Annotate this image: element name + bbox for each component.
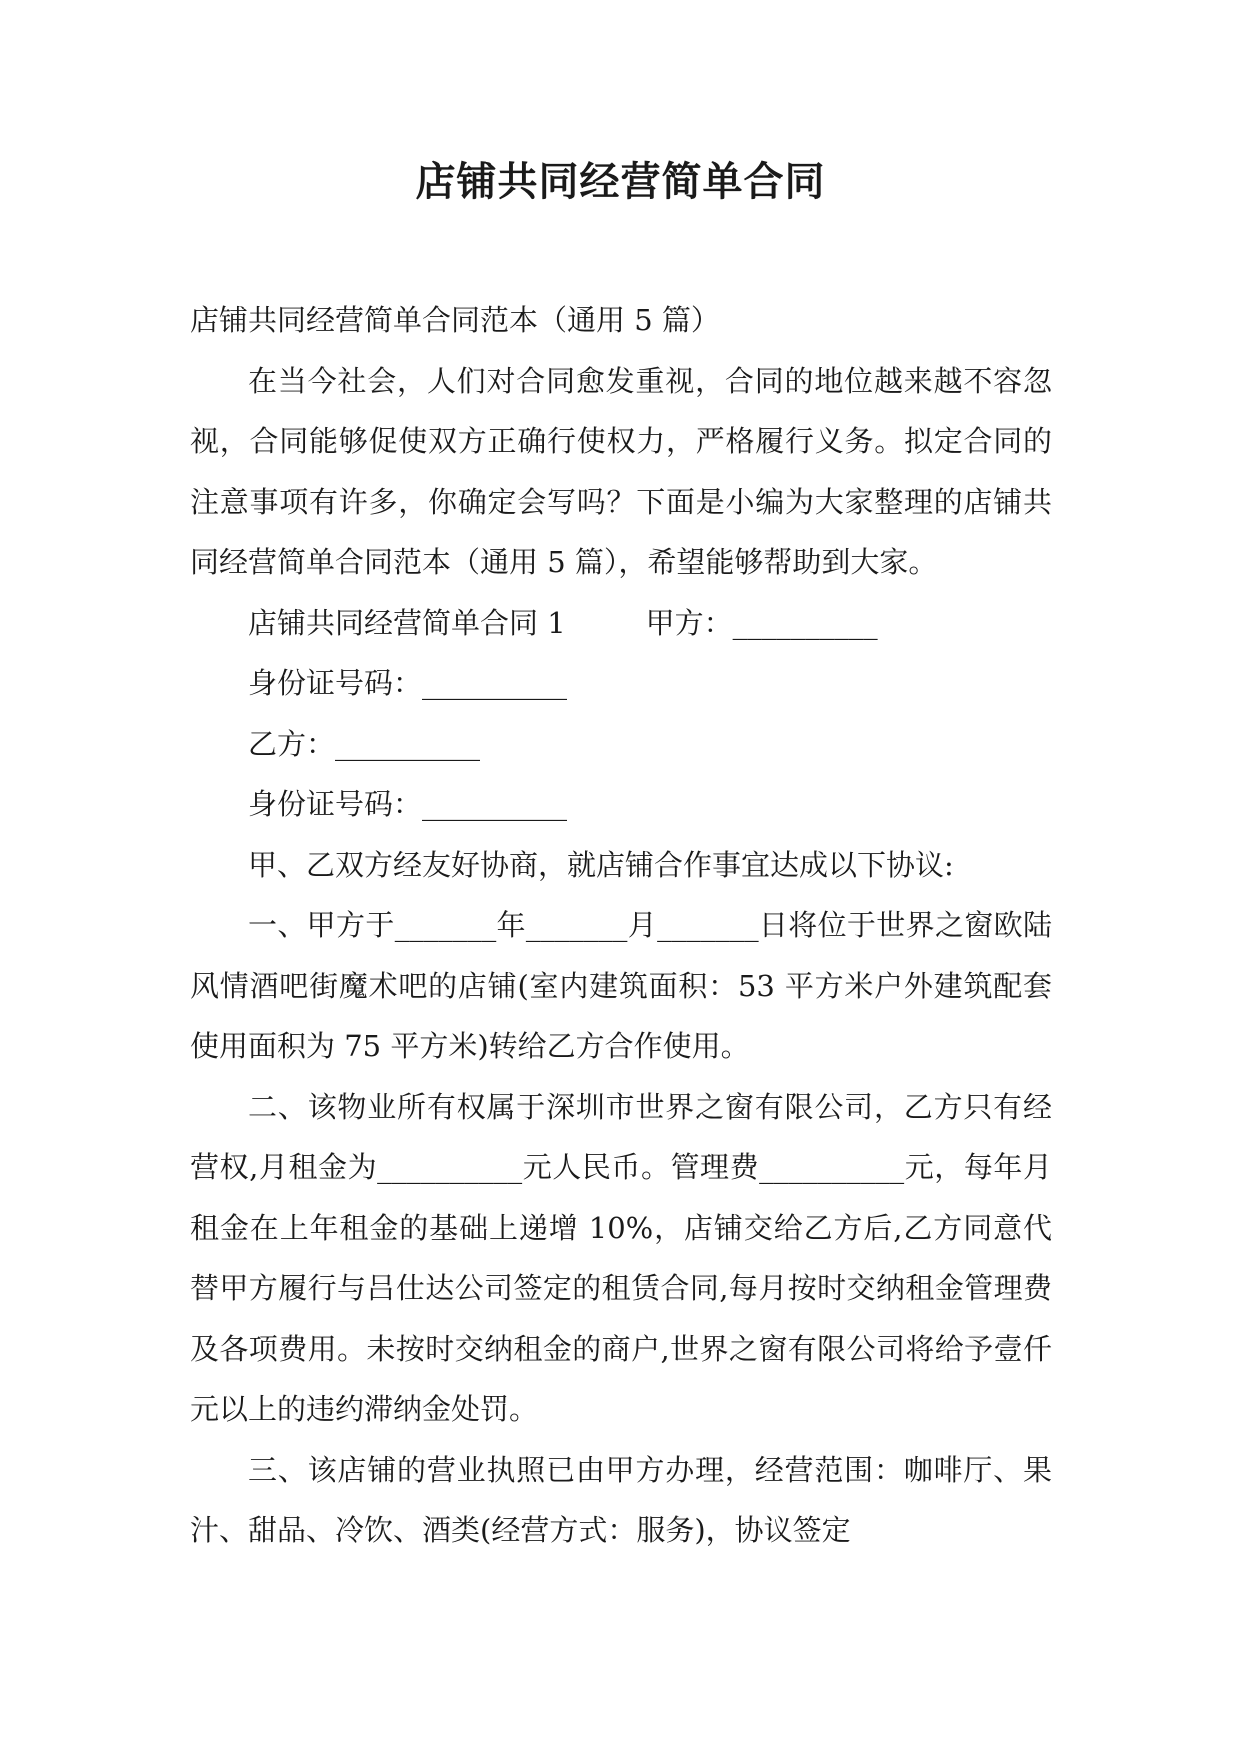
id-b-line: 身份证号码：__________: [248, 787, 568, 821]
contract-heading: 店铺共同经营简单合同 1: [248, 605, 566, 640]
document-body: [190, 290, 1052, 1561]
agreement-intro: 甲、乙双方经友好协商，就店铺合作事宜达成以下协议:: [248, 847, 954, 882]
intro-paragraph: 在当今社会，人们对合同愈发重视，合同的地位越来越不容忽视，合同能够促使双方正确行使权力，严格履行义务。拟定合同的注意事项有许多，你确定会写吗？下面是小编为大家整理的店铺共同经营简单合同范本（通用 5 篇），希望能够帮助到大家。: [190, 363, 1052, 579]
contract-heading-line: [190, 593, 1052, 654]
document-title: 店铺共同经营简单合同: [415, 159, 826, 205]
document-subtitle: 店铺共同经营简单合同范本（通用 5 篇）: [190, 303, 720, 337]
clause-1: 一、甲方于_______年_______月_______日将位于世界之窗欧陆风情酒吧街魔术吧的店铺(室内建筑面积：53 平方米户外建筑配套使用面积为 75 平方米)转给乙方合作使用。: [190, 908, 1052, 1063]
clause-3: 三、该店铺的营业执照已由甲方办理，经营范围：咖啡厅、果汁、甜品、冷饮、酒类(经营方式：服务)，协议签定: [190, 1452, 1052, 1547]
clause-2: 二、该物业所有权属于深圳市世界之窗有限公司，乙方只有经营权,月租金为__________元人民币。管理费__________元，每年月租金在上年租金的基础上递增 10%，店铺交给乙方后,乙方同意代替甲方履行与吕仕达公司签定的租赁合同,每月按时交纳租金管理费及各项费用。未按时交纳租金的商户,世界之窗有限公司将给予壹仟元以上的违约滞纳金处罚。: [190, 1089, 1052, 1426]
party-b-line: 乙方：__________: [248, 726, 481, 761]
party-a-line: 甲方：__________: [645, 605, 878, 640]
id-a-line: 身份证号码：__________: [248, 666, 568, 700]
